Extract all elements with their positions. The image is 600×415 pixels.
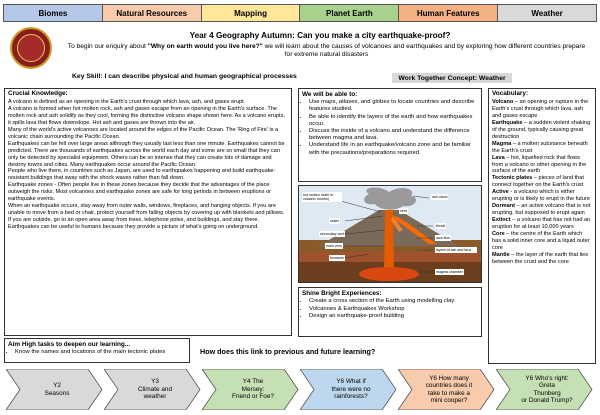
label-magma-chamber: magma chamber [436, 270, 463, 274]
vocab-entry: Volcano – an opening or rupture in the Earth's crust through which lava, ash and gases escape [492, 98, 589, 119]
concept-badge: Work Together Concept: Weather [392, 73, 512, 83]
shine-list [302, 298, 478, 320]
vocabulary-box [488, 88, 596, 364]
label-lava-flow: lava flow [436, 236, 450, 240]
vocab-entry: Mantle – the layer of the earth that lies between the crust and the core [492, 251, 589, 265]
shine-item: • Design an earthquake-proof building [309, 313, 478, 320]
tab-planet-earth: Planet Earth [300, 5, 399, 21]
vocab-heading: Vocabulary: [492, 90, 529, 97]
label-main-vent: main vent [326, 244, 342, 248]
tab-human-features: Human Features [399, 5, 498, 21]
crucial-paragraph: When an earthquake occurs, stay away from outer walls, windows, fireplaces, and hanging objects. If you are unable to move from a bed or chair, protect yourself from falling objects by covering up with blankets and pillows. If you are outside, go to an open area away from trees, telephone poles, and buildings, and stay there. [8, 203, 285, 224]
journey-arrow: Y4 The Mersey: Friend or Foe? [202, 369, 300, 410]
crucial-paragraph: A volcano is formed when hot molten rock, ash and gases escape from an opening in the Earth's surface. The molten rock and ash solidify as they cool, forming the distinctive volcano shape shown here. As a volcano erupts, it spills lava that flows downslope. Hot ash and gases are thrown into the air. [8, 105, 285, 126]
school-logo [10, 27, 52, 69]
topic-tabs [3, 4, 597, 22]
shine-bright-box [298, 287, 482, 337]
tab-weather: Weather [498, 5, 596, 21]
shine-heading: Shine Bright Experiences: [302, 290, 382, 297]
label-lava-bombs: hot molten rickle or volcanic bombs) [302, 192, 342, 202]
vocab-entry: Extinct – a volcano that has not had an eruption for at least 10,000 years [492, 217, 591, 231]
able-heading: We will be able to: [302, 91, 358, 98]
able-list [302, 99, 478, 157]
label-vent: vent [400, 209, 407, 213]
volcano-diagram [298, 185, 482, 283]
journey-arrow: Y3 Climate and weather [104, 369, 202, 410]
vocab-entry: Tectonic plates – pieces of land that connect together on the Earth's crust [492, 175, 584, 189]
label-secondary-vent: secondary vent [320, 232, 345, 236]
able-item: • Use maps, atlases, and globes to locate countries and describe features studied. [309, 99, 478, 113]
shine-item: • Volcanoes & Earthquakes Workshop [309, 306, 478, 313]
crucial-knowledge-box [4, 88, 292, 336]
link-question: How does this link to previous and future learning? [200, 347, 376, 356]
crucial-paragraph: People who live there, in countries such as Japan, are used to earthquakes happening and build earthquake-resistant buildings that sway with the shock waves rather than fall down. [8, 168, 276, 182]
label-crater: crater [330, 219, 340, 223]
shine-item: • Create a cross section of the Earth using modelling clay [309, 298, 478, 305]
vocab-entry: Active - a volcano which is either erupting or is likely to erupt in the future [492, 189, 590, 203]
vocab-entry: Earthquake – a sudden violent shaking of the ground, typically causing great destruction [492, 119, 591, 140]
crucial-paragraph: Earthquakes can be felt over large areas although they usually last less than one minute. Earthquakes cannot be predicted. There are thousands of earthquakes across the world each day and some are so small that they can only be detected by specialist equipment. Others can be so intense that they can create lots of damage and destroy towns and cities. Many earthquakes occur around the Pacific Ocean. [8, 140, 285, 168]
able-item: • Be able to identify the layers of the earth and how earthquakes occur. [309, 114, 478, 128]
tab-mapping: Mapping [202, 5, 301, 21]
aim-item: • Know the names and locations of the main tectonic plates [15, 349, 186, 356]
journey-arrow: Y6 How many countries does it take to make a mini cooper? [398, 369, 496, 410]
journey-arrow: Y6 What if there were no rainforests? [300, 369, 398, 410]
able-to-box [298, 88, 482, 182]
learning-journey [6, 369, 596, 410]
able-item: • Understand life in an earthquake/volcano zone and be familiar with the precautions/preparations required. [309, 142, 478, 156]
crucial-paragraph: A volcano is defined as an opening in the Earth's crust through which lava, ash, and gases erupt. [8, 98, 246, 105]
tab-biomes: Biomes [4, 5, 103, 21]
vocab-entry: Core – the centre of the Earth which has a solid inner core and a liquid outer core [492, 231, 590, 251]
vocab-entry: Magma – a molten substance beneath the Earth's crust [492, 140, 588, 154]
logo-emblem [17, 34, 45, 62]
label-ash-cloud: ash cloud [432, 195, 448, 199]
journey-arrow: Y2 Seasons [6, 369, 104, 410]
label-layers: layers of ash and lava [435, 247, 477, 253]
aim-list [8, 349, 186, 356]
vocab-entry: Dormant – an active volcano that is not erupting, but supposed to erupt again [492, 203, 591, 217]
crucial-paragraph: Earthquake zones - Often people live in these zones because they decide that the advantages of the place outweigh the risks. Most volcanoes and earthquake zones are safe for long periods in between eruptions or earthquake events. [8, 182, 272, 203]
crucial-paragraph: Earthquakes can be useful to humans because they provide a picture of what's going on underground. [8, 224, 259, 231]
label-throat: throat [436, 224, 446, 228]
vocab-entry: Lava – hot, liquefied rock that flows from a volcano or other opening in the surface of the earth [492, 154, 587, 175]
key-skill: Key Skill: I can describe physical and human geographical processes [72, 73, 297, 80]
aim-heading: Aim High tasks to deepen our learning... [8, 341, 131, 348]
crucial-paragraph: Many of the world's active volcanoes are located around the edges of the Pacific Ocean. The 'Ring of Fire' is a volcanic chain surrounding the Pacific Ocean. [8, 126, 279, 140]
tab-natural-resources: Natural Resources [103, 5, 202, 21]
able-item: • Discuss the inside of a volcano and understand the difference between magma and lava. [309, 128, 478, 142]
journey-arrow: Y6 Who's right: Greta Thunberg or Donald Trump? [496, 369, 594, 410]
page-title: Year 4 Geography Autumn: Can you make a city earthquake-proof? [189, 31, 451, 40]
aim-high-box [4, 338, 190, 363]
intro-text: To begin our enquiry about "Why on earth would you live here?" we will learn about the causes of volcanoes and earthquakes and by exploring how different countries prepare for extreme natural disasters [67, 43, 586, 58]
label-fumarole: fumarole [330, 256, 344, 260]
crucial-heading: Crucial Knowledge: [8, 90, 68, 97]
